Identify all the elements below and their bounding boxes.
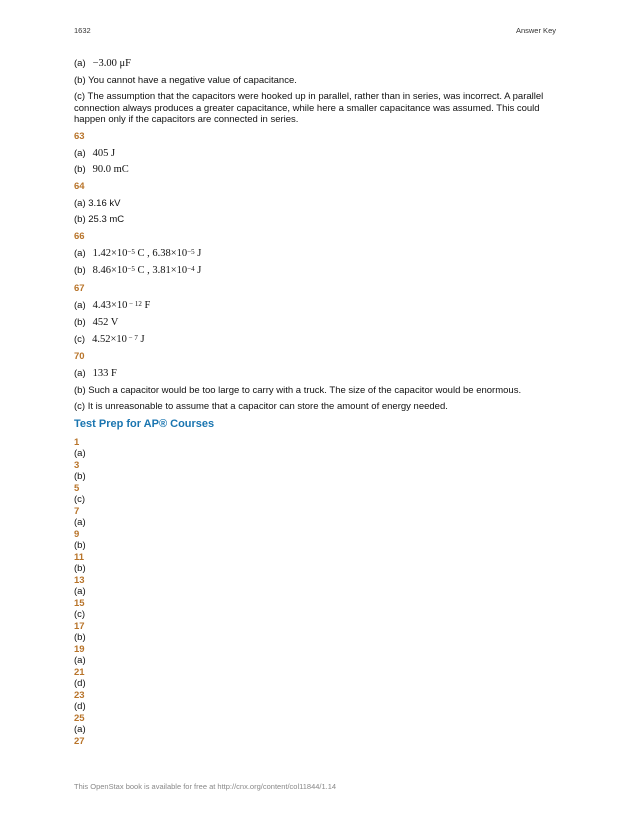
test-prep-answer: (b) (74, 563, 86, 574)
section-title-test-prep: Test Prep for AP® Courses (74, 417, 215, 430)
answer-64-a: (a) 3.16 kV (74, 197, 121, 209)
test-prep-number: 17 (74, 620, 85, 632)
answer-70-b: (b) Such a capacitor would be too large to carry with a truck. The size of the capacitor would be enormous. (74, 384, 522, 396)
test-prep-number: 11 (74, 551, 85, 563)
page-number: 1632 (74, 26, 91, 35)
test-prep-number: 19 (74, 643, 85, 655)
test-prep-answer: (b) (74, 471, 86, 482)
test-prep-number: 25 (74, 712, 85, 724)
answer-b-text: (b) You cannot have a negative value of capacitance. (74, 74, 297, 86)
test-prep-number: 15 (74, 597, 85, 609)
test-prep-number: 3 (74, 459, 80, 471)
test-prep-answer: (a) (74, 655, 86, 666)
test-prep-answer: (a) (74, 448, 86, 459)
answer-70-a: (a) 133 F (74, 368, 117, 379)
test-prep-number: 23 (74, 689, 85, 701)
answer-67-b: (b) 452 V (74, 317, 119, 328)
running-header: Answer Key (515, 26, 556, 35)
test-prep-answer: (d) (74, 678, 86, 689)
test-prep-answer: (b) (74, 632, 86, 643)
answer-64-b: (b) 25.3 mC (74, 214, 125, 225)
test-prep-number: 13 (74, 574, 85, 586)
test-prep-number: 9 (74, 528, 80, 540)
answer-content (74, 58, 556, 747)
answer-a: (a) −3.00 μF (74, 58, 132, 69)
question-number-66: 66 (74, 230, 85, 242)
answer-67-c: (c) 4.52×10 $^{- 7}$ J (74, 333, 145, 345)
answer-c-text: (c) The assumption that the capacitors were hooked up in parallel, rather than in series, was incorrect. A parallel connection always produces a greater capacitance, while here a smaller capacitance was assumed. This could happen only if the capacitors are connected in series. (74, 91, 544, 125)
test-prep-answer: (a) (74, 517, 86, 528)
test-prep-number: 1 (74, 436, 80, 448)
test-prep-answer: (c) (74, 609, 86, 620)
test-prep-answer: (a) (74, 724, 86, 735)
question-number-67: 67 (74, 282, 85, 294)
answer-67-a: (a) 4.43×10 $^{- 12}$ F (74, 299, 151, 311)
test-prep-number: 5 (74, 482, 80, 494)
answer-63-b: (b) 90.0 mC (74, 164, 129, 175)
test-prep-answer: (a) (74, 586, 86, 597)
page-footer: This OpenStax book is available for free at http://cnx.org/content/col11844/1.14 (74, 782, 337, 791)
test-prep-list (74, 437, 556, 748)
test-prep-number: 7 (74, 505, 80, 517)
question-number-63: 63 (74, 130, 85, 142)
answer-70-c: (c) It is unreasonable to assume that a capacitor can store the amount of energy needed. (74, 401, 448, 412)
answer-63-a: (a) 405 J (74, 147, 116, 159)
answer-66-a: (a) $1.42\times 10^{-5}$ C , $6.38\times 10^{-5}$ J (74, 247, 202, 259)
test-prep-number: 21 (74, 666, 85, 678)
test-prep-answer: (c) (74, 494, 86, 505)
test-prep-number: 27 (74, 735, 85, 747)
test-prep-answer: (d) (74, 701, 86, 712)
answer-66-b: (b) $8.46\times 10^{-5}$ C , $3.81\times 10^{-4}$ J (74, 265, 202, 276)
question-number-64: 64 (74, 180, 85, 192)
test-prep-answer: (b) (74, 540, 86, 551)
question-number-70: 70 (74, 351, 85, 362)
